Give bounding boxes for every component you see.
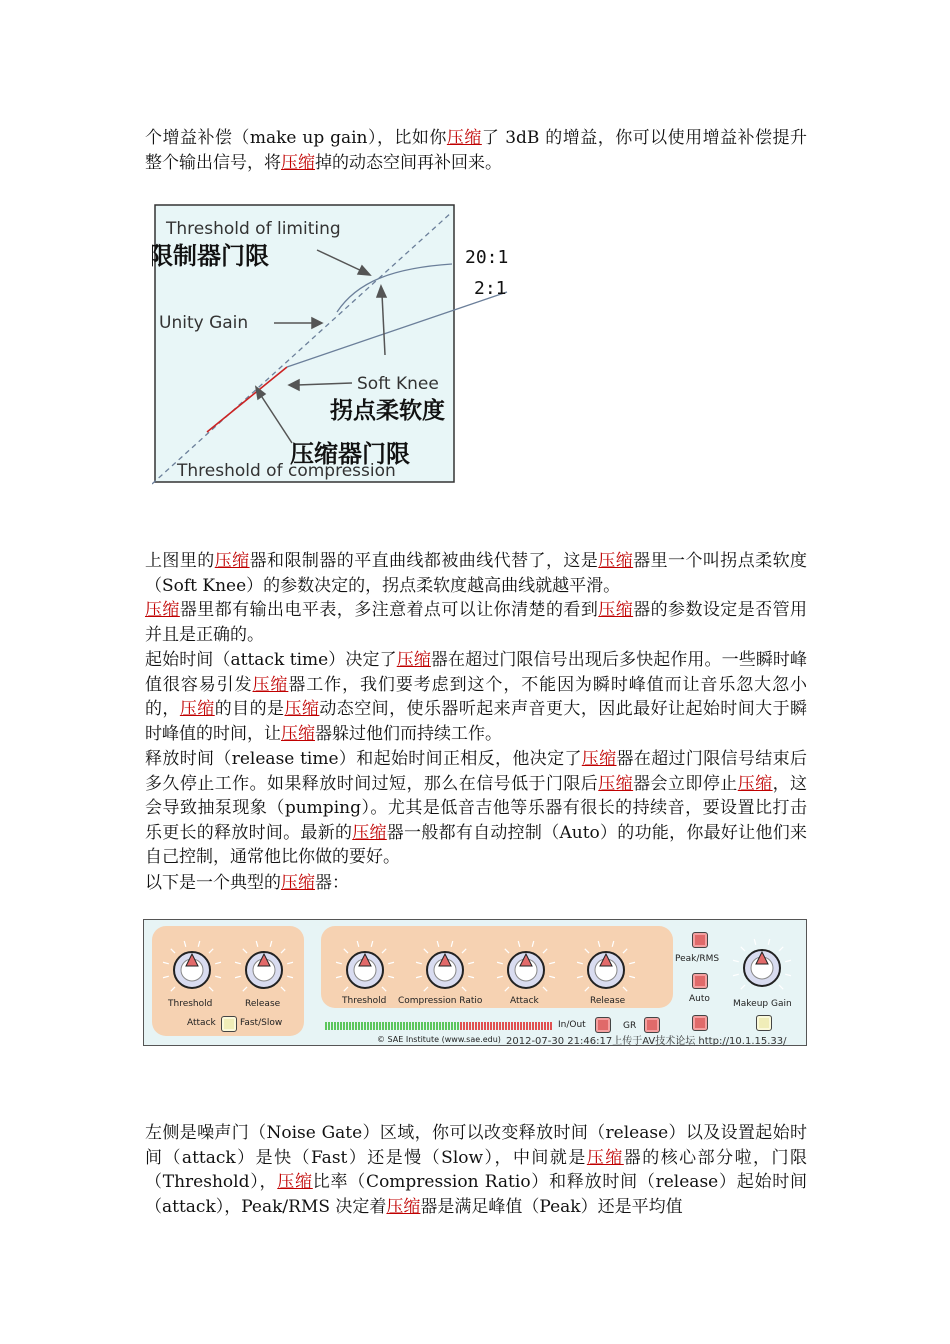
text-segment: 器在超过门限信号结束后多久停止工作。如果释放时间过短，那么在信号低于门限后 <box>145 749 807 794</box>
keyword-link[interactable]: 压缩 <box>214 551 250 571</box>
text-segment: 比率（Compression Ratio）和释放时间（release）起始时间（attack），Peak/RMS 决定着 <box>145 1172 808 1217</box>
comp-threshold-label: Threshold <box>342 996 387 1006</box>
keyword-link[interactable]: 压缩 <box>281 152 315 173</box>
comp-release-label: Release <box>590 996 626 1006</box>
keyword-link[interactable]: 压缩 <box>179 699 215 720</box>
label-soft-knee-cn: 拐点柔软度 <box>330 398 445 424</box>
label-threshold-compression: Threshold of compression <box>177 461 396 481</box>
text-segment: 器工作，我们要考虑到这个，不能因为瞬时峰值而让音乐忽大忽小的， <box>145 674 808 720</box>
compressor-plugin-panel <box>143 919 807 1046</box>
comp-release-knob[interactable] <box>586 950 626 990</box>
keyword-link[interactable]: 压缩 <box>352 822 387 843</box>
makeup-gain-knob[interactable] <box>742 948 782 988</box>
keyword-link[interactable]: 压缩 <box>252 674 289 695</box>
compression-ratio-knob[interactable] <box>425 950 465 990</box>
label-soft-knee: Soft Knee <box>357 374 439 394</box>
keyword-link[interactable]: 压缩 <box>396 650 431 670</box>
keyword-link[interactable]: 压缩 <box>598 551 634 571</box>
text-segment: 器在超过门限信号出现后多快起作用。一些瞬时峰值很容易引发 <box>145 650 808 695</box>
text-segment: 器里一个叫拐点柔软度（Soft Knee）的参数决定的，拐点柔软度越高曲线就越平滑。 <box>145 551 808 596</box>
text-segment: 器会立即停止 <box>633 773 738 794</box>
text-segment: 个增益补偿（make up gain），比如你 <box>145 128 447 148</box>
gr-label: GR <box>623 1021 637 1031</box>
text-segment: 起始时间（attack time）决定了 <box>145 650 397 670</box>
gate-threshold-knob[interactable] <box>172 950 212 990</box>
keyword-link[interactable]: 压缩 <box>598 600 634 620</box>
gate-attack-label: Attack <box>187 1018 216 1028</box>
makeup-toggle[interactable] <box>756 1015 772 1031</box>
in-out-button-left[interactable] <box>692 1015 708 1031</box>
comp-attack-label: Attack <box>510 996 539 1006</box>
makeup-gain-label: Makeup Gain <box>733 999 792 1009</box>
peak-rms-button[interactable] <box>692 932 708 948</box>
paragraph-typical-compressor <box>145 871 807 896</box>
label-ratio-2: 2:1 <box>474 278 507 299</box>
text-segment: 器一般都有自动控制（Auto）的功能，你最好让他们来自己控制，通常他比你做的要好。 <box>145 822 808 868</box>
text-segment: 器是满足峰值（Peak）还是平均值 <box>420 1196 683 1217</box>
sae-credit: © SAE Institute (www.sae.edu) <box>377 1035 501 1044</box>
text-segment: 以下是一个典型的 <box>145 873 281 893</box>
label-ratio-20: 20:1 <box>465 247 509 268</box>
keyword-link[interactable]: 压缩 <box>586 1147 624 1168</box>
comp-attack-knob[interactable] <box>506 950 546 990</box>
keyword-link[interactable]: 压缩 <box>277 1172 313 1193</box>
keyword-link[interactable]: 压缩 <box>737 773 773 794</box>
label-unity-gain: Unity Gain <box>159 313 249 333</box>
auto-label: Auto <box>689 994 710 1004</box>
gr-button[interactable] <box>644 1017 660 1033</box>
in-out-label: In/Out <box>558 1020 586 1030</box>
keyword-link[interactable]: 压缩 <box>284 699 320 720</box>
text-segment: 器躲过他们而持续工作。 <box>315 723 502 744</box>
text-segment: 释放时间（release time）和起始时间正相反，他决定了 <box>145 749 582 769</box>
peak-rms-label: Peak/RMS <box>675 954 720 964</box>
compression-curve-svg <box>152 202 514 486</box>
level-meter <box>325 1022 553 1030</box>
text-segment: 了 3dB 的增益，你可以使用增益补偿提升整个输出信号，将 <box>145 128 807 173</box>
gate-release-knob[interactable] <box>244 950 284 990</box>
gate-threshold-label: Threshold <box>168 999 213 1009</box>
label-threshold-limiting: Threshold of limiting <box>166 219 341 239</box>
keyword-link[interactable]: 压缩 <box>281 873 315 893</box>
gate-release-label: Release <box>245 999 281 1009</box>
text-segment: 动态空间，使乐器听起来声音更大，因此最好让起始时间大于瞬时峰值的时间，让 <box>145 699 808 744</box>
compression-ratio-label: Compression Ratio <box>398 996 483 1006</box>
upload-watermark: 2012-07-30 21:46:17上传于AV技术论坛 http://10.1.15.33/ <box>506 1036 787 1046</box>
text-segment: 器里都有输出电平表，多注意着点可以让你清楚的看到 <box>179 600 599 620</box>
comp-threshold-knob[interactable] <box>345 950 385 990</box>
fast-slow-label: Fast/Slow <box>240 1018 283 1028</box>
text-segment: 左侧是噪声门（Noise Gate）区域，你可以改变释放时间（release）以及设置起始时间（attack）是快（Fast）还是慢（Slow），中间就是 <box>145 1123 807 1168</box>
paragraph-noise-gate <box>145 1121 807 1219</box>
text-segment: 的目的是 <box>214 699 285 720</box>
paragraph-output-meter <box>145 598 807 647</box>
label-limiter-cn: 限制器门限 <box>152 242 269 270</box>
text-segment: 器的参数设定是否管用并且是正确的。 <box>145 600 808 645</box>
text-segment: 器的核心部分啦，门限（Threshold）， <box>145 1147 807 1193</box>
label-compressor-cn: 压缩器门限 <box>290 440 410 468</box>
paragraph-attack-time <box>145 648 807 746</box>
compression-curve-diagram <box>152 202 514 486</box>
keyword-link[interactable]: 压缩 <box>281 723 315 744</box>
paragraph-makeup-gain <box>145 126 807 175</box>
text-segment: 器和限制器的平直曲线都被曲线代替了，这是 <box>249 551 599 571</box>
keyword-link[interactable]: 压缩 <box>145 600 180 620</box>
text-segment: 器： <box>315 873 349 893</box>
keyword-link[interactable]: 压缩 <box>598 773 634 794</box>
fast-slow-toggle[interactable] <box>221 1016 237 1032</box>
auto-button[interactable] <box>692 973 708 989</box>
keyword-link[interactable]: 压缩 <box>581 749 617 769</box>
text-segment: 掉的动态空间再补回来。 <box>315 152 502 173</box>
keyword-link[interactable]: 压缩 <box>386 1196 421 1217</box>
paragraph-soft-knee <box>145 549 807 598</box>
keyword-link[interactable]: 压缩 <box>446 128 482 148</box>
text-segment: ，这会导致抽泵现象（pumping）。尤其是低音吉他等乐器有很长的持续音，要设置比打击乐更长的释放时间。最新的 <box>145 773 808 843</box>
in-out-button[interactable] <box>595 1017 611 1033</box>
paragraph-release-time <box>145 747 807 870</box>
text-segment: 上图里的 <box>145 551 215 571</box>
